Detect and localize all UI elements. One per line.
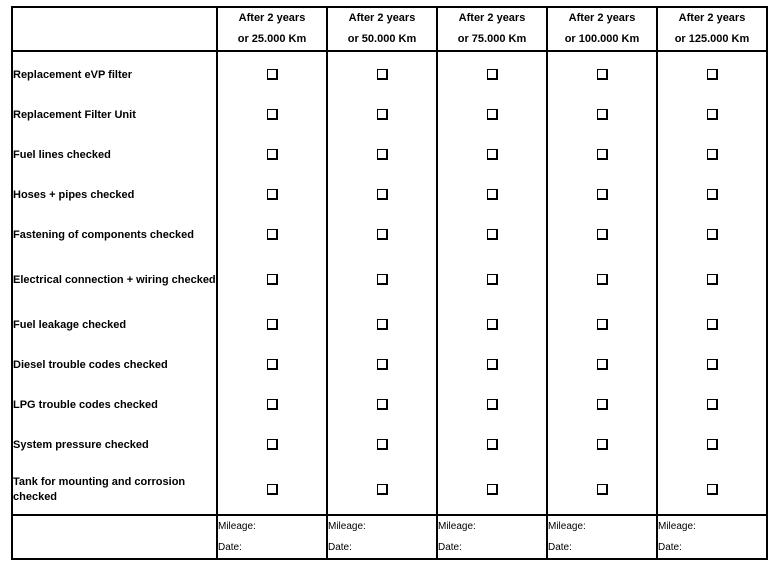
checkbox-cell <box>657 95 767 135</box>
mileage-date-cell[interactable] <box>217 515 327 559</box>
checkbox-icon[interactable] <box>707 484 718 495</box>
mileage-label: Mileage: <box>328 521 366 532</box>
mileage-date-cell[interactable] <box>547 515 657 559</box>
interval-distance: or 75.000 Km <box>457 33 527 45</box>
task-label: Hoses + pipes checked <box>12 175 217 215</box>
checkbox-cell <box>657 175 767 215</box>
checkbox-cell <box>217 465 327 515</box>
mileage-date-cell[interactable] <box>327 515 437 559</box>
checkbox-icon[interactable] <box>487 484 498 495</box>
date-label: Date: <box>218 542 242 553</box>
corner-cell <box>12 7 217 51</box>
checkbox-icon[interactable] <box>487 274 498 285</box>
task-label: Fuel lines checked <box>12 135 217 175</box>
interval-distance: or 125.000 Km <box>674 33 750 45</box>
task-label: Diesel trouble codes checked <box>12 345 217 385</box>
checkbox-icon[interactable] <box>377 69 388 80</box>
checkbox-icon[interactable] <box>487 69 498 80</box>
checkbox-cell <box>547 465 657 515</box>
interval-header <box>327 7 437 51</box>
checkbox-cell <box>547 255 657 305</box>
checkbox-icon[interactable] <box>707 149 718 160</box>
interval-distance: or 50.000 Km <box>347 33 417 45</box>
checkbox-cell <box>217 385 327 425</box>
task-label: System pressure checked <box>12 425 217 465</box>
checkbox-icon[interactable] <box>487 359 498 370</box>
checkbox-icon[interactable] <box>377 229 388 240</box>
checkbox-cell <box>437 255 547 305</box>
checklist-row <box>12 95 767 135</box>
checkbox-icon[interactable] <box>267 484 278 495</box>
checkbox-cell <box>217 55 327 95</box>
task-label: Fuel leakage checked <box>12 305 217 345</box>
checkbox-icon[interactable] <box>377 399 388 410</box>
checkbox-cell <box>217 95 327 135</box>
checkbox-icon[interactable] <box>707 439 718 450</box>
checkbox-cell <box>327 425 437 465</box>
checkbox-cell <box>547 385 657 425</box>
task-label: LPG trouble codes checked <box>12 385 217 425</box>
checkbox-icon[interactable] <box>487 109 498 120</box>
mileage-label: Mileage: <box>548 521 586 532</box>
checkbox-icon[interactable] <box>597 319 608 330</box>
checklist-row <box>12 305 767 345</box>
checklist-row <box>12 345 767 385</box>
checkbox-icon[interactable] <box>267 149 278 160</box>
checkbox-cell <box>657 385 767 425</box>
interval-header <box>547 7 657 51</box>
checkbox-cell <box>217 305 327 345</box>
task-label: Tank for mounting and corrosion checked <box>12 465 217 515</box>
checkbox-cell <box>437 385 547 425</box>
checkbox-cell <box>327 305 437 345</box>
checkbox-cell <box>547 175 657 215</box>
checkbox-icon[interactable] <box>707 274 718 285</box>
checkbox-cell <box>327 465 437 515</box>
checkbox-icon[interactable] <box>267 274 278 285</box>
checkbox-icon[interactable] <box>597 439 608 450</box>
interval-period: After 2 years <box>568 12 636 24</box>
checkbox-cell <box>437 95 547 135</box>
checkbox-icon[interactable] <box>707 69 718 80</box>
checkbox-icon[interactable] <box>377 484 388 495</box>
checkbox-icon[interactable] <box>597 229 608 240</box>
checkbox-cell <box>437 55 547 95</box>
task-label: Electrical connection + wiring checked <box>12 255 217 305</box>
checkbox-cell <box>657 255 767 305</box>
interval-period: After 2 years <box>238 12 306 24</box>
checkbox-cell <box>547 55 657 95</box>
checklist-row <box>12 465 767 515</box>
header-row <box>12 7 767 51</box>
mileage-label: Mileage: <box>438 521 476 532</box>
checkbox-icon[interactable] <box>707 229 718 240</box>
checkbox-cell <box>327 135 437 175</box>
interval-distance: or 100.000 Km <box>564 33 640 45</box>
interval-header <box>657 7 767 51</box>
mileage-label: Mileage: <box>218 521 256 532</box>
checkbox-icon[interactable] <box>487 229 498 240</box>
checkbox-icon[interactable] <box>267 69 278 80</box>
checklist-row <box>12 55 767 95</box>
interval-header <box>437 7 547 51</box>
checkbox-cell <box>657 215 767 255</box>
checkbox-cell <box>327 95 437 135</box>
checkbox-cell <box>547 345 657 385</box>
checkbox-cell <box>217 215 327 255</box>
interval-period: After 2 years <box>348 12 416 24</box>
checkbox-cell <box>657 465 767 515</box>
date-label: Date: <box>548 542 572 553</box>
checkbox-icon[interactable] <box>597 109 608 120</box>
checklist-row <box>12 175 767 215</box>
checkbox-cell <box>437 465 547 515</box>
interval-header <box>217 7 327 51</box>
mileage-date-cell[interactable] <box>437 515 547 559</box>
interval-distance: or 25.000 Km <box>237 33 307 45</box>
checkbox-cell <box>437 215 547 255</box>
checkbox-icon[interactable] <box>487 319 498 330</box>
checkbox-icon[interactable] <box>707 399 718 410</box>
checkbox-cell <box>437 305 547 345</box>
checkbox-icon[interactable] <box>267 109 278 120</box>
checkbox-icon[interactable] <box>597 359 608 370</box>
checkbox-cell <box>547 215 657 255</box>
checkbox-cell <box>217 175 327 215</box>
checkbox-icon[interactable] <box>267 359 278 370</box>
checkbox-icon[interactable] <box>597 399 608 410</box>
checkbox-icon[interactable] <box>597 274 608 285</box>
checkbox-cell <box>437 175 547 215</box>
checkbox-icon[interactable] <box>487 149 498 160</box>
mileage-label: Mileage: <box>658 521 696 532</box>
checkbox-icon[interactable] <box>267 229 278 240</box>
checkbox-icon[interactable] <box>597 69 608 80</box>
checkbox-icon[interactable] <box>597 189 608 200</box>
checkbox-icon[interactable] <box>707 189 718 200</box>
checkbox-icon[interactable] <box>377 359 388 370</box>
checkbox-cell <box>547 425 657 465</box>
checkbox-cell <box>327 175 437 215</box>
checkbox-cell <box>547 305 657 345</box>
checkbox-cell <box>327 385 437 425</box>
checkbox-cell <box>217 425 327 465</box>
checkbox-icon[interactable] <box>267 439 278 450</box>
checkbox-icon[interactable] <box>597 484 608 495</box>
checkbox-icon[interactable] <box>377 149 388 160</box>
mileage-date-cell[interactable] <box>657 515 767 559</box>
checkbox-icon[interactable] <box>267 189 278 200</box>
checkbox-icon[interactable] <box>377 274 388 285</box>
checkbox-cell <box>217 255 327 305</box>
checkbox-cell <box>437 345 547 385</box>
checkbox-icon[interactable] <box>707 319 718 330</box>
interval-period: After 2 years <box>678 12 746 24</box>
checkbox-icon[interactable] <box>707 359 718 370</box>
task-label: Replacement Filter Unit <box>12 95 217 135</box>
maintenance-checklist-table <box>11 6 768 560</box>
checklist-row <box>12 425 767 465</box>
checklist-row <box>12 135 767 175</box>
checkbox-cell <box>327 345 437 385</box>
checkbox-cell <box>437 425 547 465</box>
checkbox-cell <box>327 215 437 255</box>
checkbox-icon[interactable] <box>377 439 388 450</box>
interval-period: After 2 years <box>458 12 526 24</box>
checkbox-icon[interactable] <box>377 189 388 200</box>
checkbox-icon[interactable] <box>487 189 498 200</box>
date-label: Date: <box>438 542 462 553</box>
checkbox-icon[interactable] <box>377 319 388 330</box>
checkbox-icon[interactable] <box>597 149 608 160</box>
checkbox-cell <box>327 255 437 305</box>
task-label: Replacement eVP filter <box>12 55 217 95</box>
checkbox-cell <box>657 55 767 95</box>
checklist-row <box>12 255 767 305</box>
checkbox-icon[interactable] <box>267 319 278 330</box>
checklist-row <box>12 385 767 425</box>
checkbox-cell <box>657 305 767 345</box>
checkbox-cell <box>217 135 327 175</box>
checkbox-cell <box>327 55 437 95</box>
task-label: Fastening of components checked <box>12 215 217 255</box>
checkbox-cell <box>437 135 547 175</box>
checkbox-cell <box>217 345 327 385</box>
footer-label-cell <box>12 515 217 559</box>
checkbox-cell <box>547 135 657 175</box>
checkbox-cell <box>657 135 767 175</box>
checkbox-cell <box>547 95 657 135</box>
checkbox-cell <box>657 425 767 465</box>
checkbox-icon[interactable] <box>487 399 498 410</box>
checkbox-icon[interactable] <box>487 439 498 450</box>
checklist-row <box>12 215 767 255</box>
checkbox-icon[interactable] <box>267 399 278 410</box>
footer-row <box>12 515 767 559</box>
checkbox-cell <box>657 345 767 385</box>
checkbox-icon[interactable] <box>377 109 388 120</box>
date-label: Date: <box>328 542 352 553</box>
checkbox-icon[interactable] <box>707 109 718 120</box>
date-label: Date: <box>658 542 682 553</box>
